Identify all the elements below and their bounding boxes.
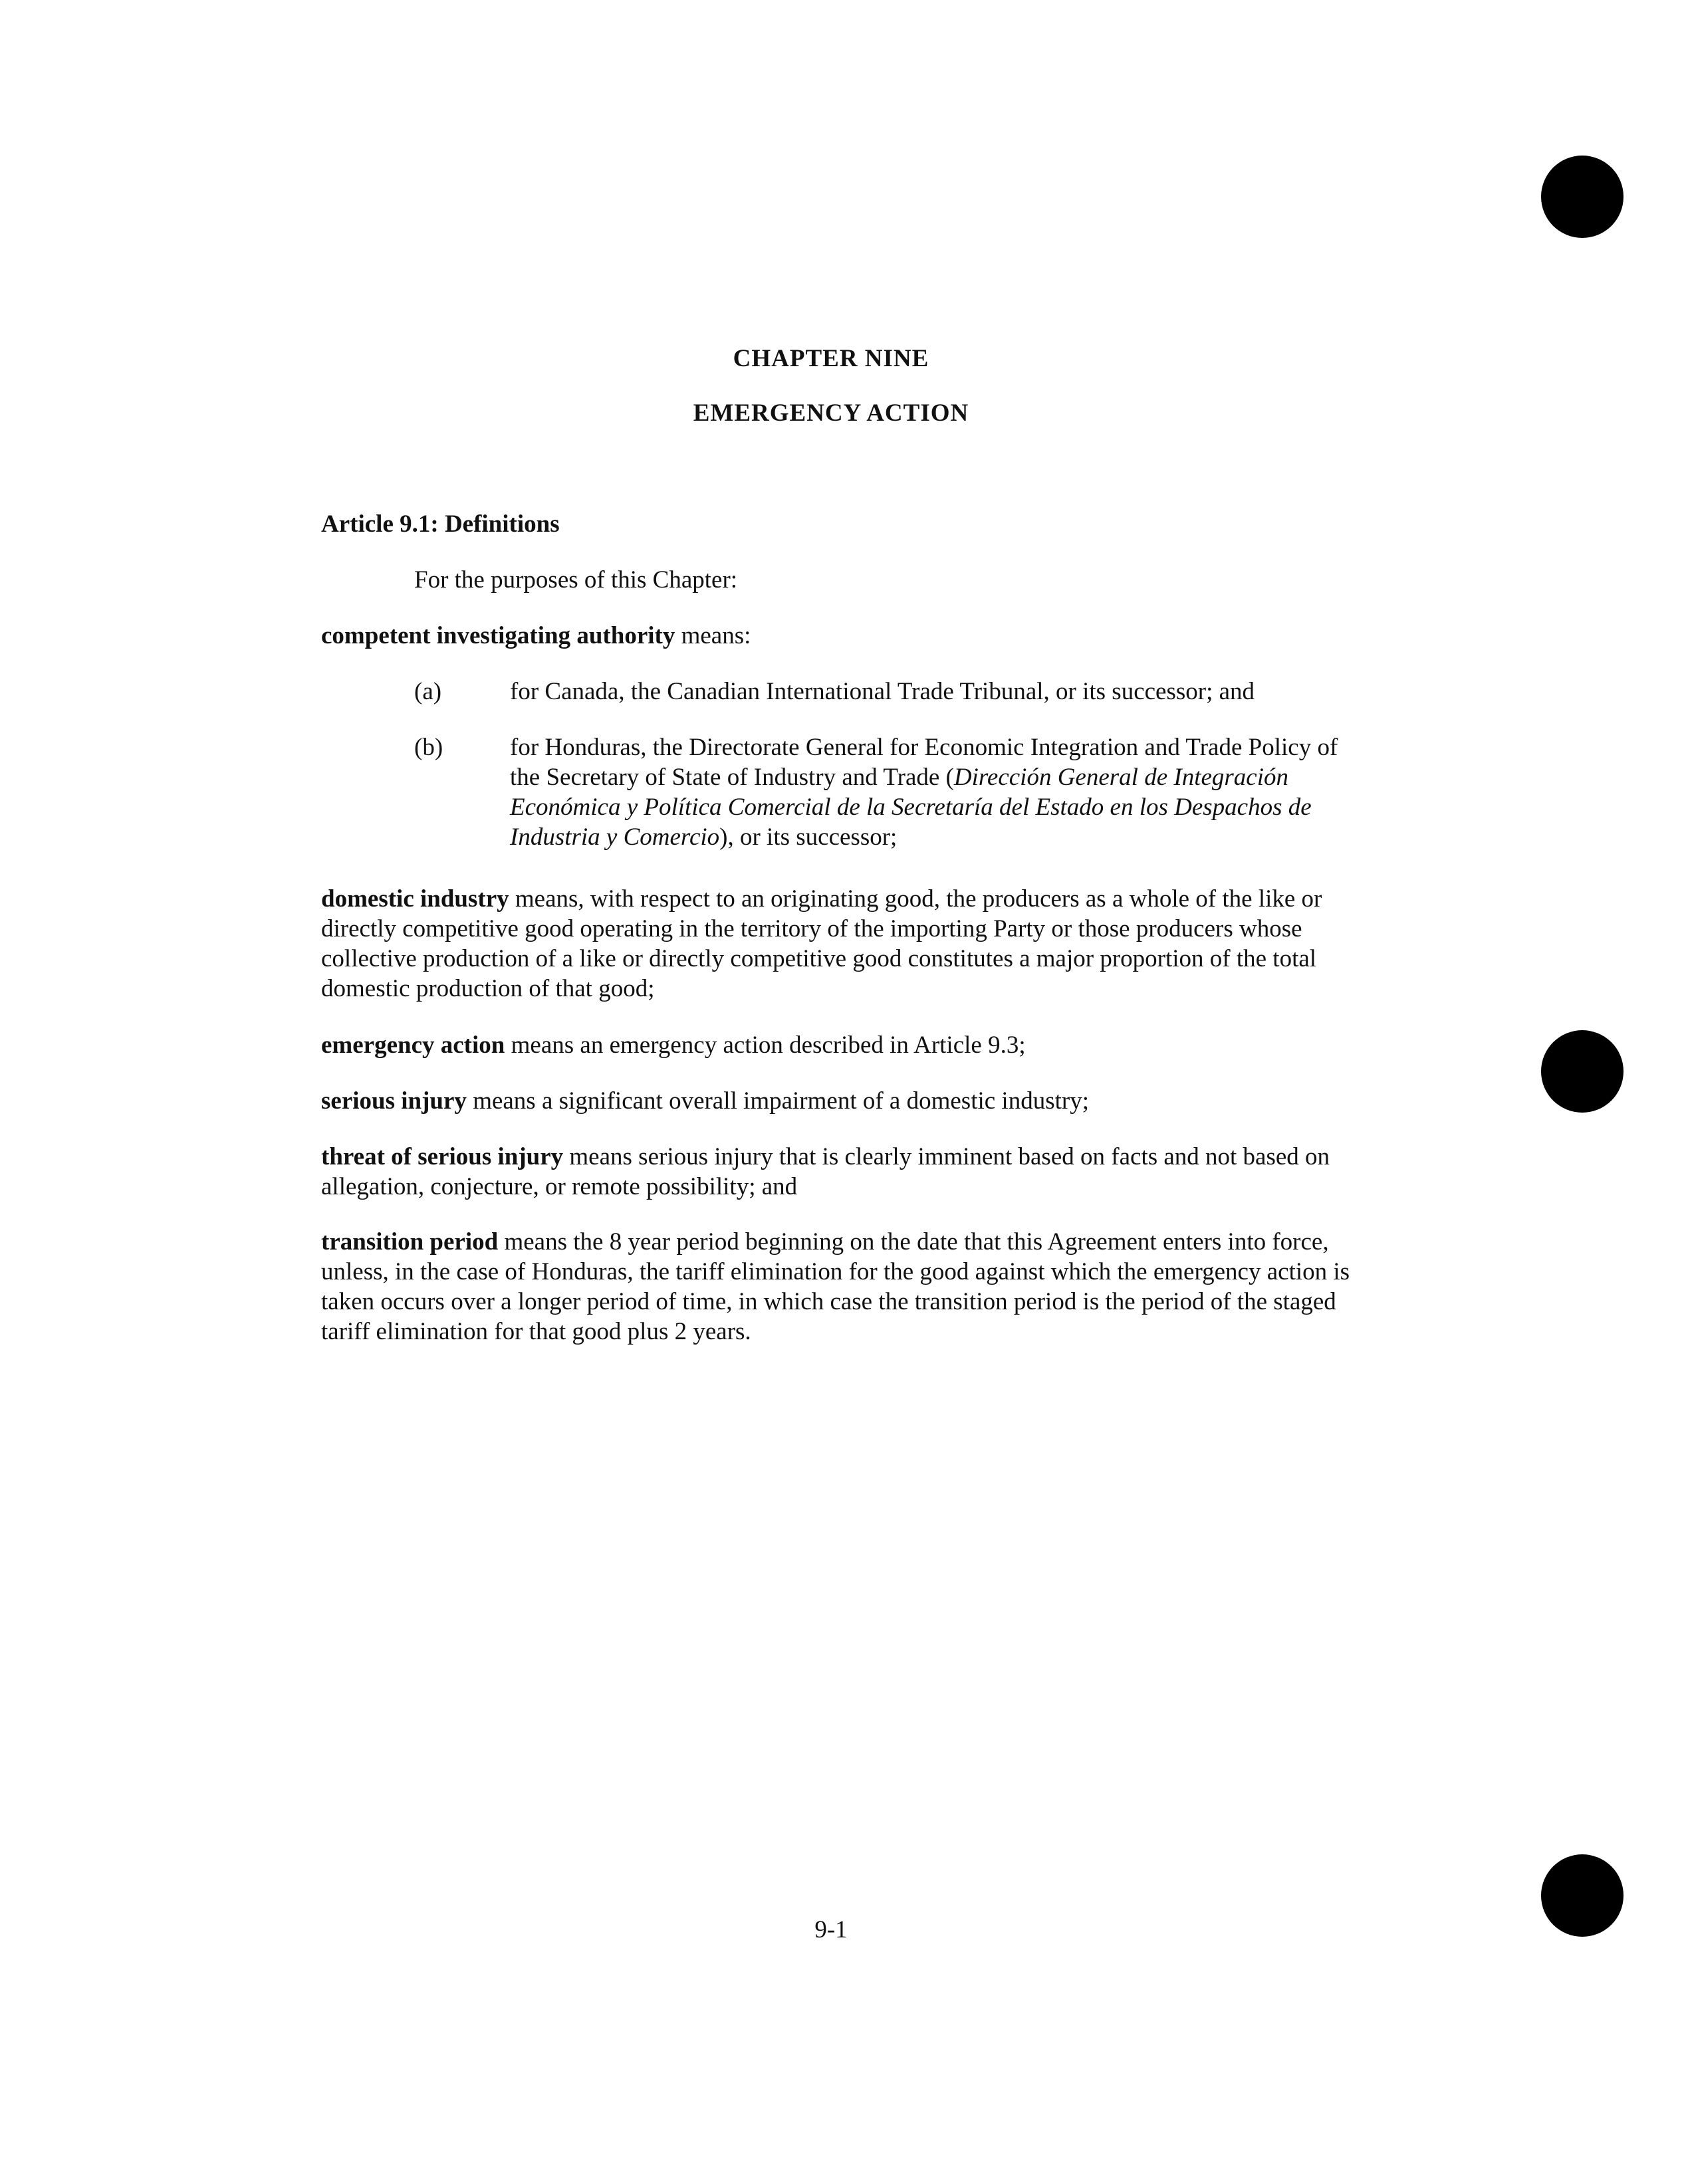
definition-term: serious injury	[321, 1087, 467, 1115]
definition-threat-of-serious-injury	[321, 1142, 1358, 1202]
list-item-label-b: (b)	[414, 734, 443, 761]
definition-domestic-industry	[321, 884, 1358, 1004]
article-title: Article 9.1: Definitions	[321, 510, 560, 538]
list-item-text-b-end: ), or its successor;	[719, 823, 898, 851]
chapter-number-heading: CHAPTER NINE	[733, 345, 929, 372]
punch-hole-middle	[1541, 1030, 1624, 1113]
list-item-label-a: (a)	[414, 678, 442, 705]
list-item-text-b-start: for Honduras, the Directorate General for Economic Integration and Trade Policy of the Secretary of State of Industry and Trade (	[510, 734, 1338, 791]
definition-term: domestic industry	[321, 885, 509, 913]
definition-serious-injury	[321, 1086, 1358, 1116]
definition-term: threat of serious injury	[321, 1143, 564, 1170]
definition-transition-period	[321, 1227, 1358, 1347]
definition-term: transition period	[321, 1228, 499, 1256]
definition-body: means a significant overall impairment of a domestic industry;	[466, 1087, 1089, 1115]
definition-competent-investigating-authority	[321, 621, 1358, 651]
definition-term: emergency action	[321, 1032, 505, 1059]
definition-body: means:	[675, 622, 751, 649]
definition-term: competent investigating authority	[321, 622, 675, 649]
list-item-text-b	[510, 732, 1354, 852]
page-number: 9-1	[814, 1916, 848, 1943]
definition-body: means the 8 year period beginning on the date that this Agreement enters into force, unless, in the case of Honduras, the tariff elimination for the good against which the emergency action is taken occurs over a longer period of time, in which case the transition period is the period of the staged tariff elimination for that good plus 2 years.	[321, 1228, 1350, 1345]
list-item-text-a: for Canada, the Canadian International Trade Tribunal, or its successor; and	[510, 678, 1255, 705]
definition-body: means, with respect to an originating good, the producers as a whole of the like or directly competitive good operating in the territory of the importing Party or those producers whose collective production of a like or directly competitive good constitutes a major proportion of the total domestic production of that good;	[321, 885, 1322, 1002]
definition-body: means an emergency action described in Article 9.3;	[505, 1032, 1026, 1059]
article-intro: For the purposes of this Chapter:	[414, 566, 738, 594]
chapter-title-heading: EMERGENCY ACTION	[693, 399, 969, 427]
definition-emergency-action	[321, 1030, 1358, 1060]
definition-body: means serious injury that is clearly imminent based on facts and not based on allegation, conjecture, or remote possibility; and	[321, 1143, 1330, 1200]
punch-hole-top	[1541, 156, 1624, 238]
list-item-text-b-spanish-name: Dirección General de Integración Económica y Política Comercial de la Secretaría del Estado en los Despachos de Industria y Comercio	[510, 764, 1312, 851]
